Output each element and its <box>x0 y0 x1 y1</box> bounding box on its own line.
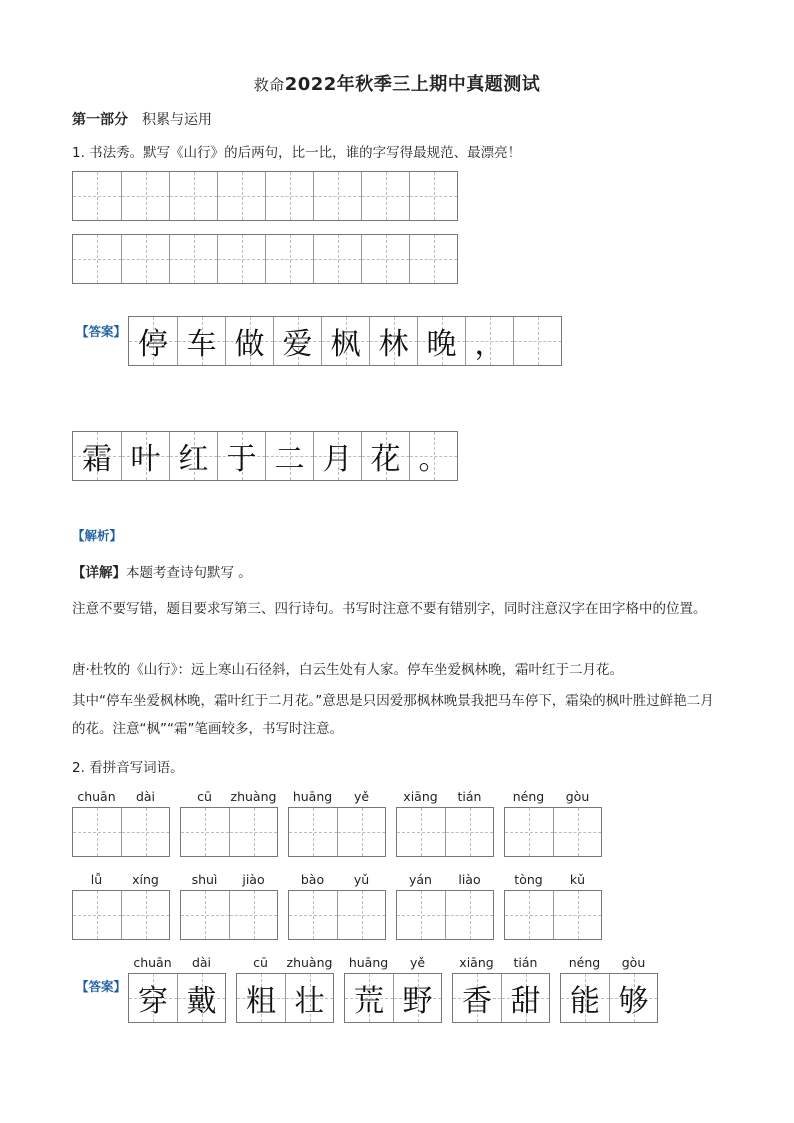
pinyin: jiào <box>242 872 265 887</box>
pinyin-row-2 <box>72 867 612 940</box>
answer-char: 穿 <box>138 984 168 1019</box>
answer-cell <box>237 974 285 1022</box>
tianzige-cell[interactable] <box>73 172 121 220</box>
pinyin-row-1 <box>72 784 612 857</box>
word-box <box>72 784 170 857</box>
pinyin: zhuàng <box>230 789 277 804</box>
pinyin: chuān <box>77 789 116 804</box>
answer-char: 晚 <box>426 327 457 362</box>
pinyin: chuān <box>133 955 172 970</box>
answer-cell <box>225 317 273 365</box>
tianzige-cell[interactable] <box>169 172 217 220</box>
answer-tag-2: 【答案】 <box>76 979 127 994</box>
section-sub: 积累与运用 <box>142 112 212 128</box>
pinyin: yě <box>353 789 370 804</box>
tianzige-cell[interactable] <box>361 172 409 220</box>
answer-cell <box>513 317 561 365</box>
answer-char: 甜 <box>510 984 541 1019</box>
tianzige-cell[interactable] <box>553 808 601 856</box>
answer-char: 野 <box>402 984 433 1019</box>
pinyin: dài <box>135 789 156 804</box>
answer-char: 爱 <box>282 327 313 362</box>
tianzige-cell[interactable] <box>121 891 169 939</box>
detail-text: 本题考查诗句默写 。 <box>126 565 252 581</box>
detail-line <box>72 561 252 581</box>
tianzige-cell[interactable] <box>217 235 265 283</box>
tianzige-cell[interactable] <box>265 235 313 283</box>
answer-cell <box>393 974 441 1022</box>
pinyin: gòu <box>621 955 646 970</box>
answer-char <box>514 317 561 365</box>
tianzige-cell[interactable] <box>313 235 361 283</box>
answer-cell <box>409 432 457 480</box>
word-box <box>180 867 278 940</box>
answer-char: 。 <box>418 442 449 477</box>
tianzige-cell[interactable] <box>553 891 601 939</box>
pinyin: zhuàng <box>286 955 333 970</box>
tianzige-cell[interactable] <box>229 808 277 856</box>
answer-char: 月 <box>322 442 353 477</box>
tianzige-cell[interactable] <box>181 808 229 856</box>
pinyin: gòu <box>565 789 590 804</box>
answer-char: 荒 <box>354 984 384 1019</box>
answer-char: 霜 <box>82 442 112 477</box>
answer-grid-line-1 <box>128 316 562 366</box>
answer-word-box <box>128 950 226 1023</box>
answer-cell <box>313 432 361 480</box>
detail-tag: 【详解】 <box>72 565 126 581</box>
title-text: 2022年秋季三上期中真题测试 <box>284 74 541 95</box>
tianzige-cell[interactable] <box>289 808 337 856</box>
answer-cell <box>321 317 369 365</box>
answer-char: 花 <box>370 442 401 477</box>
tianzige-cell[interactable] <box>505 891 553 939</box>
answer-char: 香 <box>462 984 492 1019</box>
pinyin: néng <box>568 955 601 970</box>
answer-cell <box>453 974 501 1022</box>
answer-tag-1: 【答案】 <box>76 324 127 339</box>
tianzige-cell[interactable] <box>409 235 457 283</box>
tianzige-cell[interactable] <box>337 808 385 856</box>
answer-char: 做 <box>234 327 265 362</box>
pinyin: tián <box>457 789 482 804</box>
answer-cell <box>121 432 169 480</box>
pinyin: tòng <box>514 872 543 887</box>
answer-cell <box>129 974 177 1022</box>
analysis-paragraph-3: 其中“停车坐爱枫林晚，霜叶红于二月花。”意思是只因爱那枫林晚景我把马车停下，霜染的枫叶胜过鲜艳二月的花。注意“枫”“霜”笔画较多，书写时注意。 <box>72 693 714 737</box>
pinyin: liào <box>458 872 481 887</box>
answer-cell <box>285 974 333 1022</box>
answer-char: 够 <box>618 984 649 1019</box>
answer-char: 二 <box>274 442 305 477</box>
answer-cell <box>169 432 217 480</box>
answer-cell <box>273 317 321 365</box>
answer-cell <box>361 432 409 480</box>
pinyin: shuì <box>191 872 218 887</box>
answer-cell <box>217 432 265 480</box>
page-title <box>0 70 794 96</box>
answer-row <box>128 950 668 1023</box>
tianzige-cell[interactable] <box>73 235 121 283</box>
tianzige-cell[interactable] <box>121 808 169 856</box>
answer-char: 车 <box>186 327 217 362</box>
word-box <box>396 867 494 940</box>
word-box <box>72 867 170 940</box>
answer-char: 戴 <box>186 984 217 1019</box>
tianzige-cell[interactable] <box>121 172 169 220</box>
word-box <box>504 867 602 940</box>
tianzige-cell[interactable] <box>337 891 385 939</box>
answer-char: 林 <box>378 327 409 362</box>
pinyin: bào <box>300 872 325 887</box>
pinyin: xíng <box>132 872 159 887</box>
word-box <box>504 784 602 857</box>
answer-cell <box>609 974 657 1022</box>
pinyin: kǔ <box>569 872 586 887</box>
pinyin: huāng <box>292 789 333 804</box>
tianzige-cell[interactable] <box>217 172 265 220</box>
answer-cell <box>369 317 417 365</box>
question-1: 1. 书法秀。默写《山行》的后两句，比一比，谁的字写得最规范、最漂亮！ <box>72 145 522 161</box>
answer-cell <box>501 974 549 1022</box>
pinyin: dài <box>191 955 212 970</box>
tianzige-cell[interactable] <box>229 891 277 939</box>
answer-char: 粗 <box>246 984 276 1019</box>
answer-cell <box>345 974 393 1022</box>
pinyin: cū <box>253 955 268 970</box>
answer-cell <box>177 974 225 1022</box>
section-label: 第一部分 <box>72 112 128 128</box>
word-box <box>288 867 386 940</box>
section-heading <box>72 109 212 129</box>
tianzige-cell[interactable] <box>445 891 493 939</box>
tianzige-cell[interactable] <box>313 172 361 220</box>
pinyin: yǔ <box>353 872 370 887</box>
answer-word-box <box>236 950 334 1023</box>
pinyin: néng <box>512 789 545 804</box>
tianzige-cell[interactable] <box>397 808 445 856</box>
tianzige-cell[interactable] <box>169 235 217 283</box>
answer-cell <box>265 432 313 480</box>
tianzige-cell[interactable] <box>361 235 409 283</box>
question-2: 2. 看拼音写词语。 <box>72 760 184 776</box>
tianzige-cell[interactable] <box>121 235 169 283</box>
answer-char: 能 <box>570 984 600 1019</box>
word-box <box>288 784 386 857</box>
answer-char: 停 <box>138 327 168 362</box>
blank-grid-row-1[interactable] <box>72 171 458 221</box>
analysis-paragraph-2: 唐·杜牧的《山行》：远上寒山石径斜，白云生处有人家。停车坐爱枫林晚，霜叶红于二月花。 <box>72 662 624 678</box>
tianzige-cell[interactable] <box>505 808 553 856</box>
answer-cell <box>561 974 609 1022</box>
pinyin: cū <box>197 789 212 804</box>
pinyin: huāng <box>348 955 389 970</box>
pinyin: xiāng <box>403 789 438 804</box>
pinyin: yán <box>409 872 432 887</box>
word-box <box>396 784 494 857</box>
answer-word-box <box>344 950 442 1023</box>
pinyin: yě <box>409 955 426 970</box>
answer-char: 壮 <box>294 984 325 1019</box>
tianzige-cell[interactable] <box>445 808 493 856</box>
pinyin: tián <box>513 955 538 970</box>
tianzige-cell[interactable] <box>397 891 445 939</box>
answer-char: 红 <box>178 442 209 477</box>
pinyin: xiāng <box>459 955 494 970</box>
tianzige-cell[interactable] <box>73 891 121 939</box>
answer-grid-line-2 <box>72 431 458 481</box>
answer-cell <box>417 317 465 365</box>
pinyin: lǚ <box>90 872 103 887</box>
analysis-tag: 【解析】 <box>72 528 123 543</box>
answer-char: ， <box>474 327 505 362</box>
tianzige-cell[interactable] <box>409 172 457 220</box>
tianzige-cell[interactable] <box>181 891 229 939</box>
answer-char: 于 <box>226 442 257 477</box>
tianzige-cell[interactable] <box>73 808 121 856</box>
tianzige-cell[interactable] <box>265 172 313 220</box>
tianzige-cell[interactable] <box>289 891 337 939</box>
answer-word-box <box>560 950 658 1023</box>
blank-grid-row-2[interactable] <box>72 234 458 284</box>
answer-word-box <box>452 950 550 1023</box>
answer-cell <box>73 432 121 480</box>
answer-cell <box>177 317 225 365</box>
title-prefix: 救命 <box>253 76 285 94</box>
answer-cell <box>129 317 177 365</box>
analysis-paragraph-1: 注意不要写错，题目要求写第三、四行诗句。书写时注意不要有错别字，同时注意汉字在田字格中的位置。 <box>72 601 707 617</box>
answer-char: 枫 <box>330 327 361 362</box>
answer-cell <box>465 317 513 365</box>
word-box <box>180 784 278 857</box>
answer-char: 叶 <box>130 442 161 477</box>
